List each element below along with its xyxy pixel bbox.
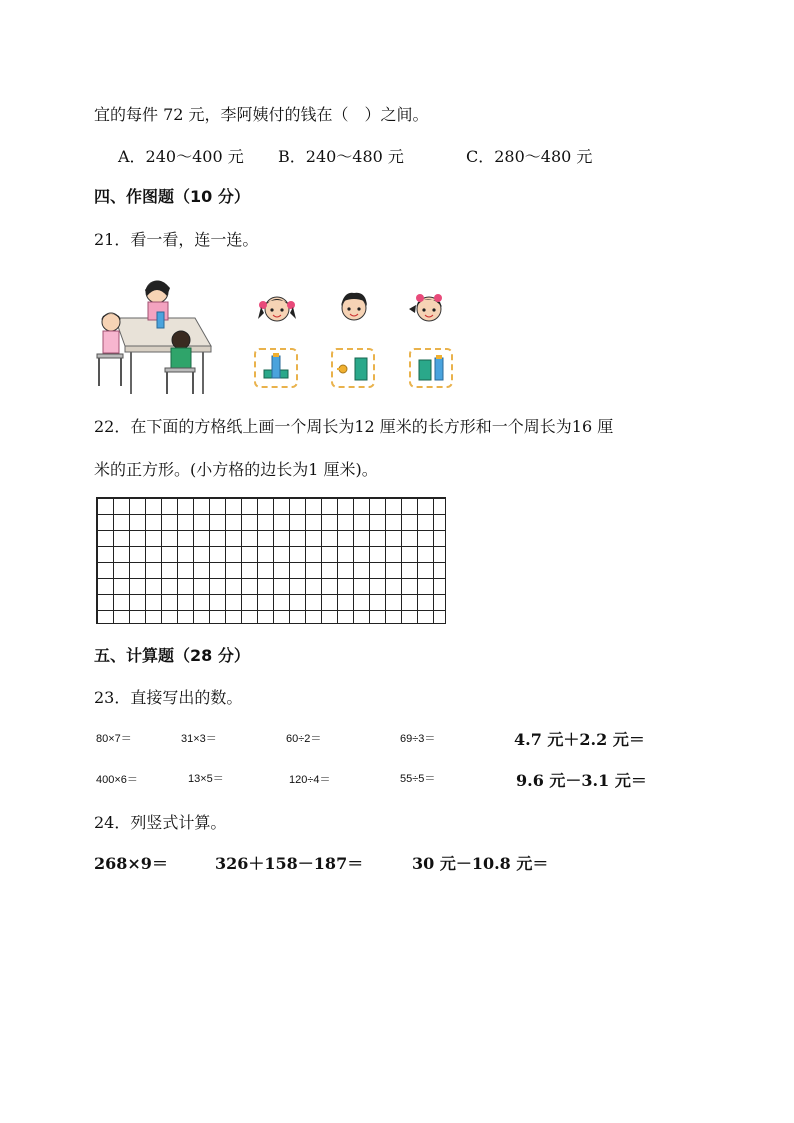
q20-text: 宜的每件 72 元，李阿姨付的钱在（ ）之间。 bbox=[94, 105, 429, 124]
q23-item-1[interactable]: 80×7＝ bbox=[96, 733, 132, 745]
q23-item-7[interactable]: 13×5＝ bbox=[188, 773, 224, 785]
q24-item-2[interactable]: 326＋158－187＝ bbox=[215, 854, 364, 873]
view-frame-1[interactable] bbox=[254, 348, 298, 388]
q20-option-a[interactable]: A．240～400 元 bbox=[118, 147, 244, 166]
q23-item-9[interactable]: 55÷5＝ bbox=[400, 773, 436, 785]
view-frame-2[interactable] bbox=[331, 348, 375, 388]
q24-item-1[interactable]: 268×9＝ bbox=[94, 854, 168, 873]
q23-item-4[interactable]: 69÷3＝ bbox=[400, 733, 436, 745]
girl-face-icon-2[interactable] bbox=[408, 289, 446, 323]
q23-item-3[interactable]: 60÷2＝ bbox=[286, 733, 322, 745]
boy-face-icon[interactable] bbox=[338, 289, 370, 323]
view-front-block-bottle-icon bbox=[411, 350, 451, 386]
section-4-title: 四、作图题（10 分） bbox=[94, 187, 250, 206]
q22-text-line1: 22．在下面的方格纸上画一个周长为12 厘米的长方形和一个周长为16 厘 bbox=[94, 417, 614, 436]
q23-item-2[interactable]: 31×3＝ bbox=[181, 733, 217, 745]
q21-text: 21．看一看，连一连。 bbox=[94, 230, 259, 249]
grid-paper[interactable] bbox=[96, 497, 446, 624]
q20-option-b[interactable]: B．240～480 元 bbox=[278, 147, 404, 166]
q23-item-6[interactable]: 400×6＝ bbox=[96, 774, 138, 786]
q24-text: 24．列竖式计算。 bbox=[94, 813, 227, 832]
section-5-title: 五、计算题（28 分） bbox=[94, 646, 250, 665]
q24-item-3[interactable]: 30 元－10.8 元＝ bbox=[412, 854, 549, 873]
q20-option-c[interactable]: C．280～480 元 bbox=[466, 147, 593, 166]
view-side-bottle-block-icon bbox=[333, 350, 373, 386]
view-frame-3[interactable] bbox=[409, 348, 453, 388]
q23-text: 23．直接写出的数。 bbox=[94, 688, 243, 707]
q23-item-5[interactable]: 4.7 元＋2.2 元＝ bbox=[514, 730, 645, 749]
q22-text-line2: 米的正方形。(小方格的边长为1 厘米)。 bbox=[94, 460, 378, 479]
children-table-illustration bbox=[95, 268, 213, 396]
view-top-bottle-block-icon bbox=[256, 350, 296, 386]
girl-face-icon-1[interactable] bbox=[258, 291, 296, 325]
q23-item-10[interactable]: 9.6 元－3.1 元＝ bbox=[516, 771, 647, 790]
q23-item-8[interactable]: 120÷4＝ bbox=[289, 774, 331, 786]
